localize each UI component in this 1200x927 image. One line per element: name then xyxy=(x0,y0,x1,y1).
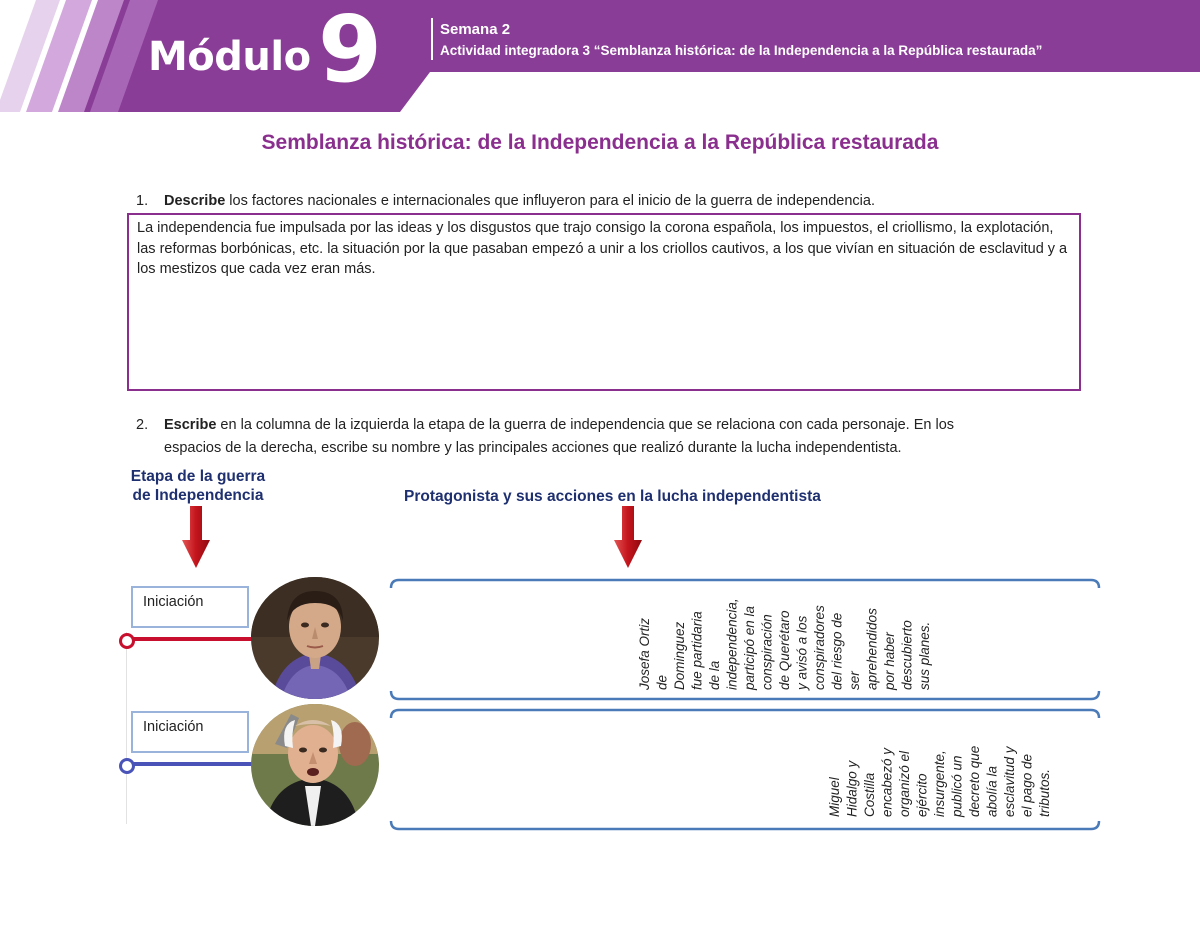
module-number: 9 xyxy=(318,0,383,103)
document-title: Semblanza histórica: de la Independencia a la República restaurada xyxy=(261,131,939,154)
stage-column-header xyxy=(118,467,278,505)
question-2 xyxy=(136,414,1086,460)
down-arrow-icon xyxy=(614,506,642,570)
week-label: Semana 2 xyxy=(440,21,511,38)
timeline-connector xyxy=(126,637,254,641)
stage-header-line: Etapa de la guerra xyxy=(130,468,266,485)
activity-title: Actividad integradora 3 “Semblanza histórica: de la Independencia a la República restaurada” xyxy=(440,43,1043,58)
timeline-connector xyxy=(126,762,254,766)
question-number: 1. xyxy=(136,193,149,209)
down-arrow-icon xyxy=(182,506,210,570)
question-verb: Describe xyxy=(164,193,226,209)
portrait-image xyxy=(251,577,379,699)
question-number: 2. xyxy=(136,417,149,433)
stage-box-1[interactable]: Iniciación xyxy=(131,586,249,628)
protagonist-answer-1[interactable]: Josefa Ortiz de Dominguez fue partidaria de la independencia, participó en la conspiración de Querétaro y avisó a los conspiradores del riesgo de ser aprehendidos por haber descubierto sus planes. xyxy=(637,598,932,690)
answer-box-1[interactable]: La independencia fue impulsada por las ideas y los disgustos que trajo consigo la corona española, los impuestos, el criollismo, la explotación, las reformas borbónicas, etc. la situación por la que pasaban empezó a unir a los criollos cautivos, a los que vivían en situación de esclavitud y a los mestizos que cada vez eran más. xyxy=(127,213,1081,391)
question-text: los factores nacionales e internacionales que influyeron para el inicio de la guerra de independencia. xyxy=(225,193,875,209)
question-text: en la columna de la izquierda la etapa de la guerra de independencia que se relaciona con cada personaje. En los xyxy=(216,417,955,433)
portrait-josefa-ortiz xyxy=(251,577,379,699)
module-label: Módulo xyxy=(148,34,311,80)
stage-header-line: de Independencia xyxy=(132,487,264,504)
timeline-node xyxy=(119,758,135,774)
timeline-line xyxy=(126,632,127,824)
question-text-continued: espacios de la derecha, escribe su nombre y las principales acciones que realizó durante la lucha independentista. xyxy=(164,440,902,456)
question-1 xyxy=(136,190,875,213)
stage-box-2[interactable]: Iniciación xyxy=(131,711,249,753)
question-verb: Escribe xyxy=(164,417,217,433)
portrait-image xyxy=(251,704,379,826)
timeline-node xyxy=(119,633,135,649)
protagonist-column-header: Protagonista y sus acciones en la lucha independentista xyxy=(404,488,821,505)
protagonist-answer-2[interactable]: Miguel Hidalgo y Costilla encabezó y organizó el ejército insurgente, publicó un decreto que abolía la esclavitud y el pago de tributos. xyxy=(827,745,1052,817)
portrait-miguel-hidalgo xyxy=(251,704,379,826)
header-divider xyxy=(431,18,433,60)
